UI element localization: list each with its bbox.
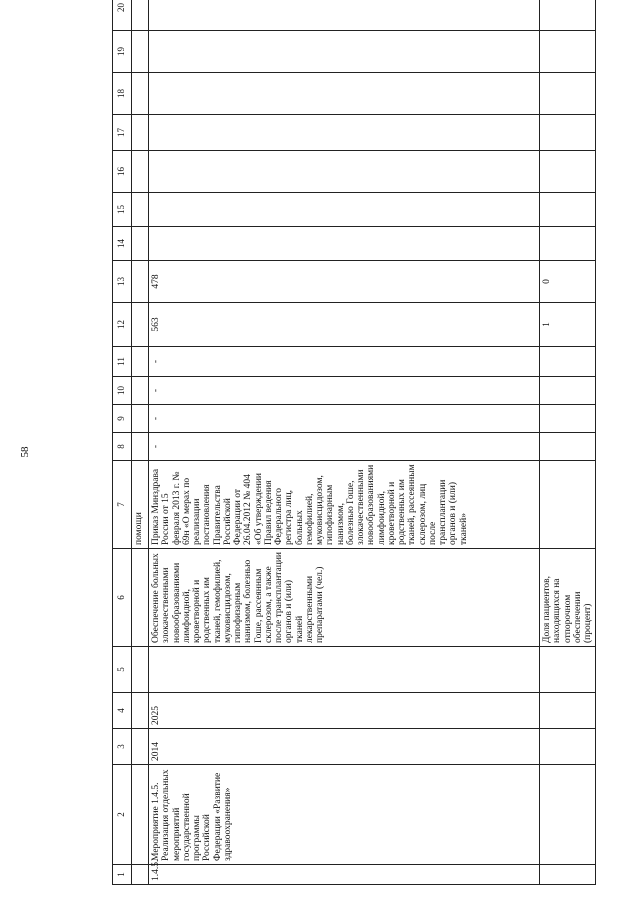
header-cell-6: 6: [113, 549, 132, 647]
header-cell-11: 11: [113, 347, 132, 377]
value-col8: -: [149, 433, 540, 461]
value-col11: -: [149, 347, 540, 377]
header-cell-20: 20: [113, 0, 132, 31]
header-cell-16: 16: [113, 151, 132, 193]
header-cell-18: 18: [113, 73, 132, 115]
header-cell-15: 15: [113, 193, 132, 227]
header-cell-17: 17: [113, 115, 132, 151]
continuation-text: помощи: [132, 461, 149, 549]
header-cell-12: 12: [113, 303, 132, 347]
header-cell-14: 14: [113, 227, 132, 261]
header-cell-10: 10: [113, 377, 132, 405]
document-text: Приказ Минздрава России от 15 февраля 2013 г. № 69н «О мерах по реализации постановления Правительства Российской Федерации от 26.04.2012 № 404 «Об утверждении Правил ведения Федерального регистра лиц, больных гемофилией, муковисцидозом, гипофизарным нанизмом, болезнью Гоше, злокачественными новообразованиями лимфоидной, кроветворной и родственных им тканей, рассеянным склерозом, лиц после трансплантации органов и (или) тканей»: [149, 461, 540, 549]
value-col13: 478: [149, 261, 540, 303]
header-cell-19: 19: [113, 31, 132, 73]
continuation-row: [132, 0, 149, 885]
rotated-table-area: [112, 3, 632, 885]
header-cell-8: 8: [113, 433, 132, 461]
second-value-col12: 1: [540, 303, 596, 347]
header-cell-4: 4: [113, 693, 132, 729]
year-start: 2014: [149, 729, 540, 765]
program-table: [112, 0, 596, 885]
second-indicator-text: Доля пациентов, находящихся на отпорочном обеспечении (процент): [540, 549, 596, 647]
header-cell-9: 9: [113, 405, 132, 433]
second-value-col13: 0: [540, 261, 596, 303]
row-number: 1.4.5.: [149, 865, 540, 885]
header-cell-7: 7: [113, 461, 132, 549]
table-row: [149, 0, 540, 885]
header-cell-5: 5: [113, 647, 132, 693]
page-number: 58: [19, 446, 31, 458]
table-row-second: [540, 0, 596, 885]
header-cell-1: 1: [113, 865, 132, 885]
header-cell-13: 13: [113, 261, 132, 303]
value-col12: 563: [149, 303, 540, 347]
header-cell-2: 2: [113, 765, 132, 865]
measure-name: Мероприятие 1.4.5. Реализация отдельных мероприятий государственной программы Российской Федерации «Развитие здравоохранения»: [149, 765, 540, 865]
value-col9: -: [149, 405, 540, 433]
indicator-text: Обеспечение больных злокачественными новообразованиями лимфоидной, кроветворной и родственных им тканей, гемофилией, муковисцидозом, гипофизарным нанизмом, болезнью Гоше, рассеянным склерозом, а также после трансплантации органов и (или) тканей лекарственными препаратами (чел.): [149, 549, 540, 647]
header-cell-3: 3: [113, 729, 132, 765]
value-col10: -: [149, 377, 540, 405]
header-row: [113, 0, 132, 885]
year-end: 2025: [149, 693, 540, 729]
table-container: [112, 3, 632, 885]
